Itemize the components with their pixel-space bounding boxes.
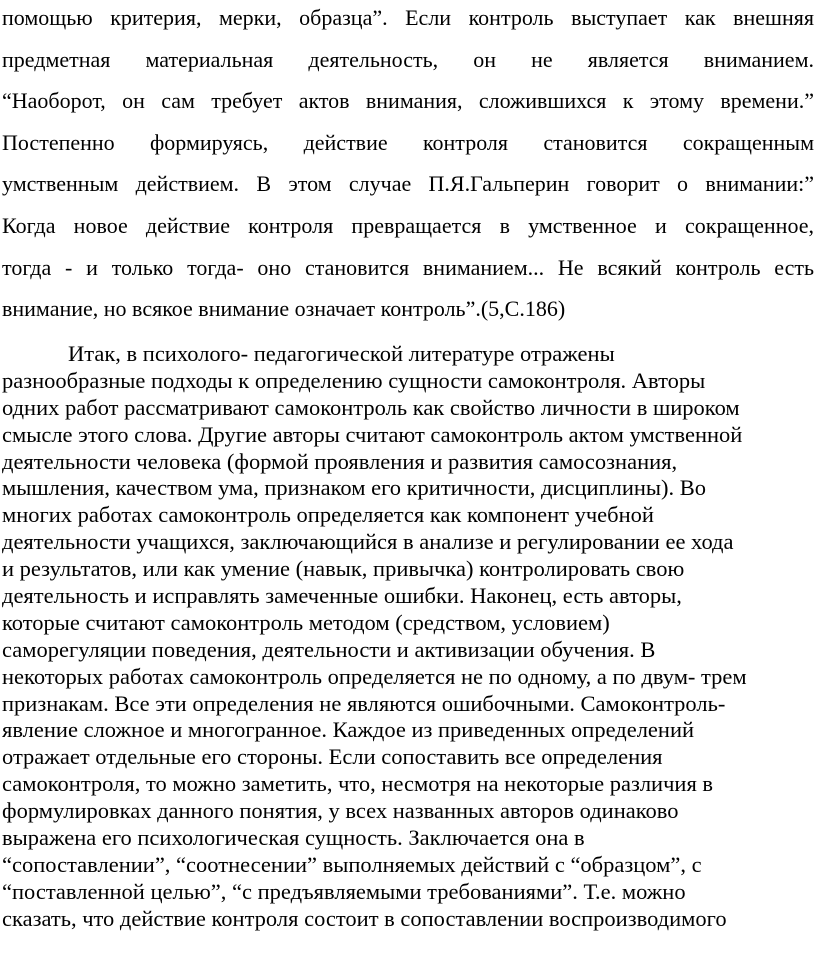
text-line: которые считают самоконтроль методом (средством, условием) [2,609,610,635]
paragraph-lower [2,340,814,932]
text-line: умственным действием. В этом случае П.Я.Гальперин говорит о внимании:” [2,171,814,197]
text-line: помощью критерия, мерки, образца”. Если контроль выступает как внешняя [2,5,814,30]
text-line: деятельности учащихся, заключающийся в анализе и регулировании ее хода [2,529,734,555]
text-line: деятельность и исправлять замеченные ошибки. Наконец, есть авторы, [2,583,682,609]
text-line: явление сложное и многогранное. Каждое из приведенных определений [2,717,695,743]
text-line: самоконтроля, то можно заметить, что, несмотря на некоторые различия в [2,771,714,797]
text-line: деятельности человека (формой проявления и развития самосознания, [2,448,678,474]
text-line: Когда новое действие контроля превращается в умственное и сокращенное, [2,212,814,238]
text-line: мышления, качеством ума, признаком его критичности, дисциплины). Во [2,475,707,501]
text-line: предметная материальная деятельность, он не является вниманием. [2,46,814,72]
text-line: “поставленной целью”, “с предъявляемыми требованиями”. Т.е. можно [2,878,686,904]
paragraph-upper [2,0,814,333]
text-line: разнообразные подходы к определению сущности самоконтроля. Авторы [2,367,706,393]
text-line: внимание, но всякое внимание означает контроль”.(5,С.186) [2,296,566,322]
text-line: формулировках данного понятия, у всех названных авторов одинаково [2,798,679,824]
text-line: одних работ рассматривают самоконтроль как свойство личности в широком [2,394,740,420]
text-line: Постепенно формируясь, действие контроля становится сокращенным [2,129,814,155]
text-line: Итак, в психолого- педагогической литературе отражены [68,341,615,366]
text-line: смысле этого слова. Другие авторы считают самоконтроль актом умственной [2,421,743,447]
text-line: многих работах самоконтроль определяется как компонент учебной [2,502,654,528]
text-line: отражает отдельные его стороны. Если сопоставить все определения [2,744,663,770]
text-line: “Наоборот, он сам требует актов внимания, сложившихся к этому времени.” [2,88,814,114]
text-line: саморегуляции поведения, деятельности и активизации обучения. В [2,636,656,662]
text-line: тогда - и только тогда- оно становится вниманием... Не всякий контроль есть [2,254,814,280]
text-line: сказать, что действие контроля состоит в сопоставлении воспроизводимого [2,905,727,931]
text-line: некоторых работах самоконтроль определяется не по одному, а по двум- трем [2,663,747,689]
text-line: выражена его психологическая сущность. Заключается она в [2,825,585,851]
text-line: признакам. Все эти определения не являются ошибочными. Самоконтроль- [2,690,726,716]
text-line: “сопоставлении”, “соотнесении” выполняемых действий с “образцом”, с [2,851,702,877]
text-line: и результатов, или как умение (навык, привычка) контролировать свою [2,556,685,582]
